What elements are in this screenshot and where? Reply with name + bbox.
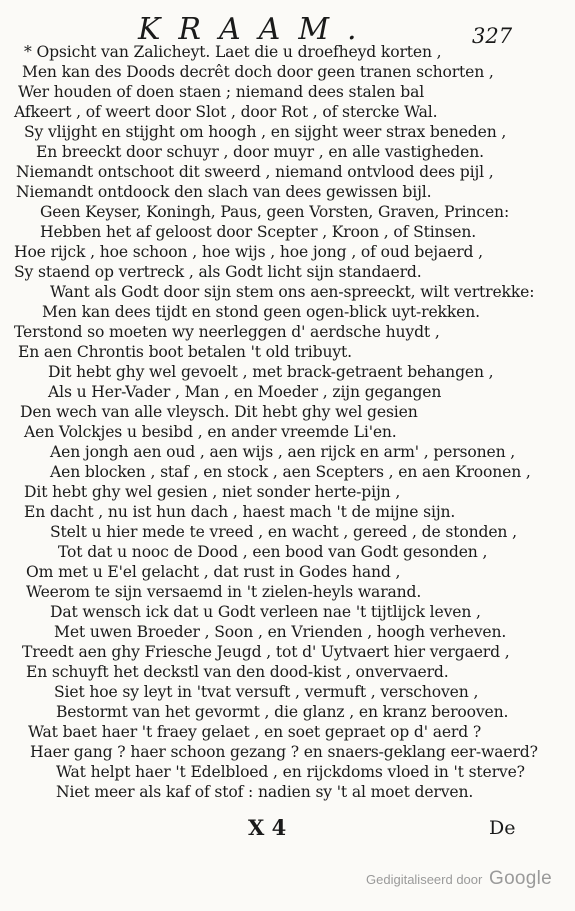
verse-line: Aen blocken , staf , en stock , aen Scepters , en aen Kroonen , xyxy=(50,463,531,481)
verse-line: Als u Her-Vader , Man , en Moeder , zijn gegangen xyxy=(48,383,442,401)
verse-line: Terstond so moeten wy neerleggen d' aerdsche huydt , xyxy=(14,323,440,341)
verse-line: * Opsicht van Zalicheyt. Laet die u droefheyd korten , xyxy=(24,43,442,61)
verse-line: Niemandt ontdoock den slach van dees gewissen bijl. xyxy=(16,183,432,201)
digitization-watermark xyxy=(366,868,552,891)
verse-line: Sy staend op vertreck , als Godt licht sijn standaerd. xyxy=(14,263,422,281)
google-logo: Google xyxy=(488,868,553,889)
verse-line: En schuyft het deckstl van den dood-kist , onvervaerd. xyxy=(26,663,449,681)
running-title: KRAAM. xyxy=(138,12,375,47)
signature-mark: X 4 xyxy=(248,815,287,840)
verse-line: Met uwen Broeder , Soon , en Vrienden , hoogh verheven. xyxy=(54,623,507,641)
verse-line: Stelt u hier mede te vreed , en wacht , gereed , de stonden , xyxy=(50,523,517,541)
verse-line: Den wech van alle vleysch. Dit hebt ghy wel gesien xyxy=(20,403,418,421)
verse-line: Dit hebt ghy wel gesien , niet sonder herte-pijn , xyxy=(24,483,401,501)
verse-line: Bestormt van het gevormt , die glanz , en kranz berooven. xyxy=(56,703,509,721)
verse-line: Aen jongh aen oud , aen wijs , aen rijck en arm' , personen , xyxy=(50,443,516,461)
verse-line: Om met u E'el gelacht , dat rust in Godes hand , xyxy=(26,563,401,581)
verse-line: Dit hebt ghy wel gevoelt , met brack-getraent behangen , xyxy=(48,363,494,381)
verse-line: Wat helpt haer 't Edelbloed , en rijckdoms vloed in 't sterve? xyxy=(56,763,525,781)
verse-line: Dat wensch ick dat u Godt verleen nae 't tijtlijck leven , xyxy=(50,603,481,621)
verse-line: Tot dat u nooc de Dood , een bood van Godt gesonden , xyxy=(58,543,488,561)
catchword: De xyxy=(489,817,516,839)
watermark-text: Gedigitaliseerd door xyxy=(366,872,483,887)
verse-line: Wat baet haer 't fraey gelaet , en soet gepraet op d' aerd ? xyxy=(28,723,482,741)
page-number: 327 xyxy=(472,24,513,48)
verse-line: Weerom te sijn versaemd in 't zielen-heyls warand. xyxy=(26,583,422,601)
verse-line: Haer gang ? haer schoon gezang ? en snaers-geklang eer-waerd? xyxy=(30,743,538,761)
verse-line: Hoe rijck , hoe schoon , hoe wijs , hoe jong , of oud bejaerd , xyxy=(14,243,483,261)
verse-line: Treedt aen ghy Friesche Jeugd , tot d' Uytvaert hier vergaerd , xyxy=(22,643,510,661)
verse-line: En aen Chrontis boot betalen 't old tribuyt. xyxy=(18,343,352,361)
verse-line: Men kan des Doods decrêt doch door geen tranen schorten , xyxy=(22,63,494,81)
verse-line: Niemandt ontschoot dit sweerd , niemand ontvlood dees pijl , xyxy=(16,163,494,181)
verse-line: Sy vlijght en stijght om hoogh , en sijght weer strax beneden , xyxy=(24,123,507,141)
verse-line: Hebben het af geloost door Scepter , Kroon , of Stinsen. xyxy=(40,223,477,241)
verse-line: Afkeert , of weert door Slot , door Rot , of stercke Wal. xyxy=(14,103,438,121)
verse-line: En dacht , nu ist hun dach , haest mach 't de mijne sijn. xyxy=(24,503,456,521)
verse-line: Wer houden of doen staen ; niemand dees stalen bal xyxy=(18,83,425,101)
verse-line: Siet hoe sy leyt in 'tvat versuft , vermuft , verschoven , xyxy=(54,683,479,701)
verse-line: En breeckt door schuyr , door muyr , en alle vastigheden. xyxy=(36,143,484,161)
verse-line: Geen Keyser, Koningh, Paus, geen Vorsten, Graven, Princen: xyxy=(40,203,510,221)
verse-line: Want als Godt door sijn stem ons aen-spreeckt, wilt vertrekke: xyxy=(50,283,535,301)
verse-line: Men kan dees tijdt en stond geen ogen-blick uyt-rekken. xyxy=(42,303,480,321)
verse-line: Aen Volckjes u besibd , en ander vreemde Li'en. xyxy=(24,423,397,441)
verse-line: Niet meer als kaf of stof : nadien sy 't al moet derven. xyxy=(56,783,474,801)
